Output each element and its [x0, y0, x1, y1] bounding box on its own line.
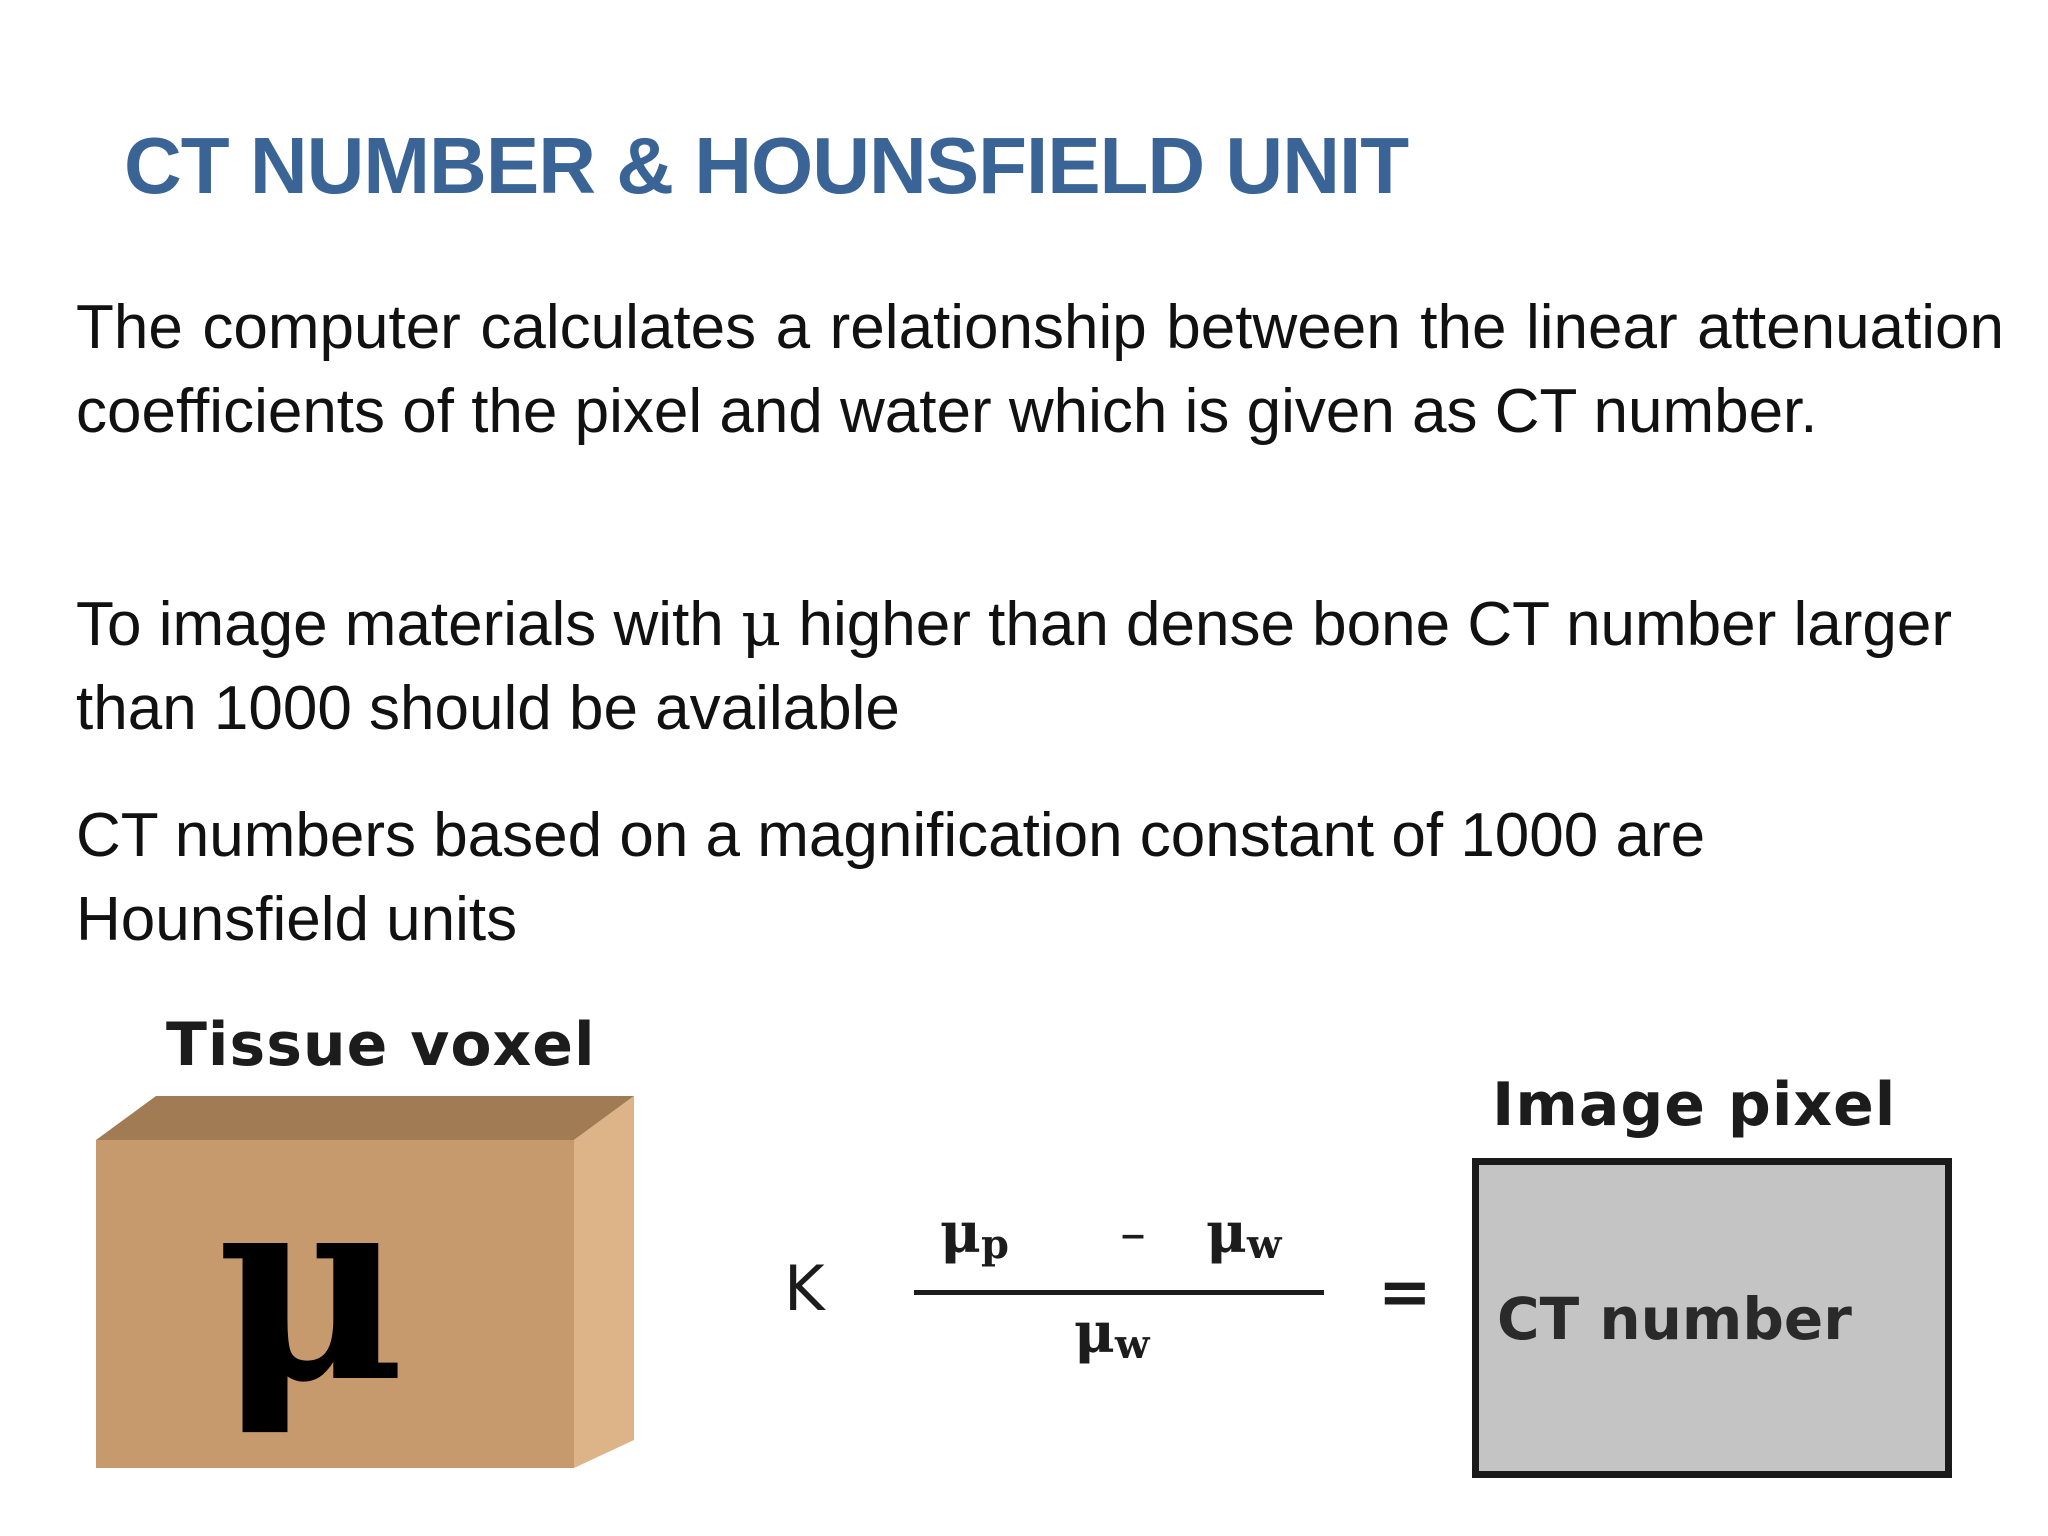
formula-equals-sign: =: [1378, 1256, 1432, 1330]
denominator-subscript: w: [1115, 1321, 1150, 1368]
image-pixel-box: [1472, 1158, 1952, 1478]
paragraph-ct-number-definition: The computer calculates a relationship between the linear attenuation coefficients of the pixel and water which is given as CT number.: [76, 293, 2004, 446]
paragraph-dense-bone: [76, 582, 2004, 751]
mu-w-symbol: μ: [1206, 1200, 1247, 1266]
formula-denominator-mu-w: [1074, 1300, 1149, 1368]
formula-constant-k: K: [784, 1252, 825, 1325]
tissue-voxel-box: [96, 1096, 656, 1496]
denominator-mu-symbol: μ: [1074, 1300, 1115, 1366]
image-pixel-label: Image pixel: [1492, 1070, 1897, 1140]
mu-w-subscript: w: [1247, 1221, 1282, 1268]
formula-numerator-mu-w: [1206, 1200, 1281, 1268]
paragraph-hounsfield-units: CT numbers based on a magnification constant of 1000 are Hounsfield units: [76, 801, 1706, 954]
ct-number-label: CT number: [1497, 1285, 1852, 1353]
mu-p-symbol: μ: [940, 1200, 981, 1266]
voxel-mu-symbol: μ: [216, 1135, 407, 1440]
ct-number-diagram: [0, 1000, 2048, 1536]
formula-numerator-mu-p: [940, 1200, 1009, 1268]
mu-p-subscript: p: [981, 1221, 1009, 1268]
formula-fraction-bar: [914, 1290, 1324, 1295]
paragraph-dense-bone-end: higher than dense bone CT number larger than 1000 should be available: [76, 590, 1953, 743]
slide-title: CT NUMBER & HOUNSFIELD UNIT: [124, 121, 1409, 210]
voxel-side-face: [574, 1096, 634, 1468]
mu-symbol: μ: [741, 587, 782, 660]
tissue-voxel-label: Tissue voxel: [166, 1010, 596, 1080]
formula-minus-sign: –: [1120, 1204, 1146, 1264]
paragraph-dense-bone-start: To image materials with: [76, 590, 742, 659]
voxel-top-face: [96, 1096, 634, 1140]
